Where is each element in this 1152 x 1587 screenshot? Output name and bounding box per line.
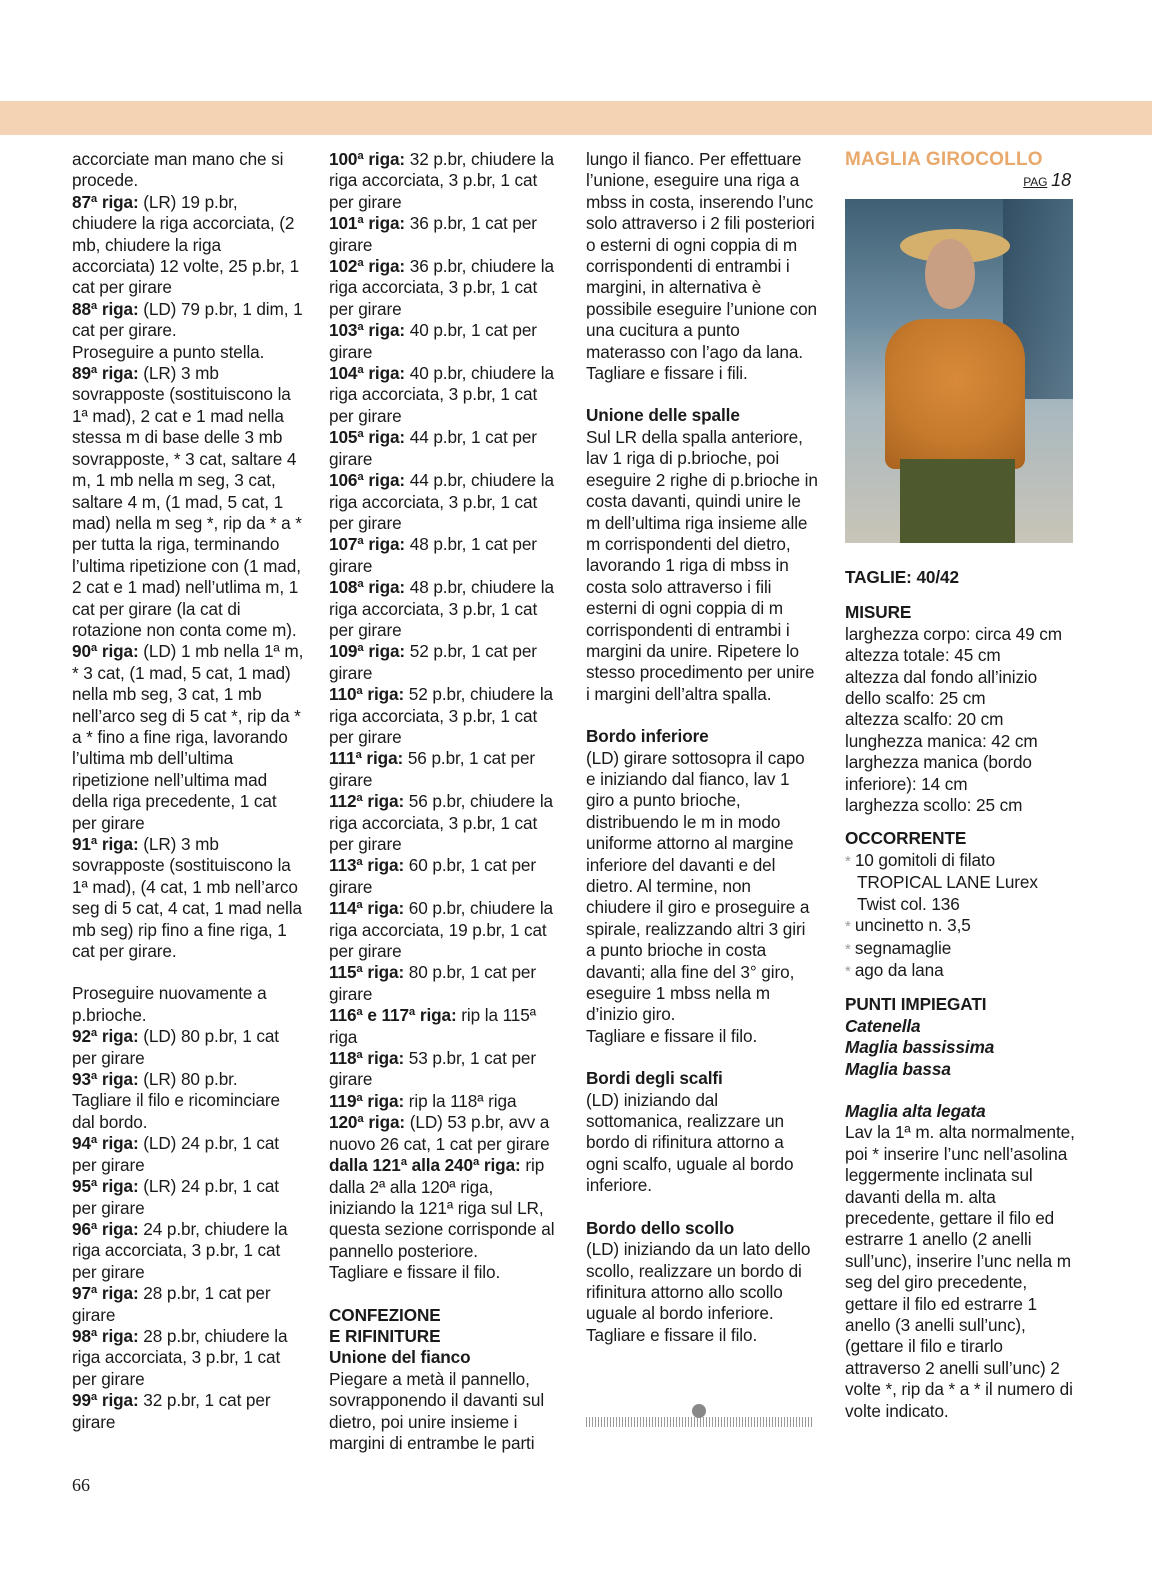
occorrente-item	[845, 850, 1075, 915]
row-text: 52 p.br, 1 cat per girare	[329, 641, 537, 683]
section-heading: Bordi degli scalfi	[586, 1068, 723, 1089]
instruction-paragraph	[72, 192, 304, 299]
instruction-paragraph	[329, 641, 561, 684]
misure-item	[845, 709, 1075, 730]
row-text: (LR) 19 p.br, chiudere la riga accorciata, (2 mb, chiudere la riga accorciata) 12 volte, 25 p.br, 1 cat per girare	[72, 191, 300, 298]
instruction-paragraph	[329, 791, 561, 855]
row-text: 24 p.br, chiudere la riga accorciata, 3 p.br, 1 cat per girare	[72, 1218, 288, 1282]
row-label: 115ª riga:	[329, 962, 405, 983]
instruction-paragraph	[329, 855, 561, 898]
column-1	[72, 149, 304, 1433]
misure-item-text: altezza scalfo: 20 cm	[845, 709, 1004, 730]
instruction-paragraph	[72, 1219, 304, 1283]
spacer	[72, 962, 304, 983]
punto-item	[845, 1059, 1075, 1080]
misure-title: MISURE	[845, 602, 912, 623]
section-heading: Unione delle spalle	[586, 405, 740, 426]
row-text: Tagliare e fissare i fili.	[586, 363, 748, 384]
maglia-alta-legata-text: Lav la 1ª m. alta normalmente, poi * inserire l’unc nell’asolina leggermente inclinata sul davanti della m. alta precedente, gettare il filo ed estrarre 1 anello (2 anelli sull’unc), inserire l’unc nella m seg del giro precedente, gettare il filo ed estrarre 1 anello (3 anelli sull’unc), (gettare il filo e tirarlo attraverso 2 anelli sull’unc) 2 volte *, rip da * a * il numero di volte indicato.	[845, 1122, 1075, 1421]
instruction-paragraph	[72, 1326, 304, 1390]
row-text: Tagliare e fissare il filo.	[586, 1025, 758, 1046]
row-label: 92ª riga:	[72, 1026, 139, 1047]
sidebar	[845, 149, 1075, 1422]
instruction-paragraph	[329, 577, 561, 641]
row-label: 99ª riga:	[72, 1390, 139, 1411]
section-heading: E RIFINITURE	[329, 1325, 441, 1346]
occorrente-item-text: uncinetto n. 3,5	[854, 915, 971, 936]
instruction-paragraph	[72, 1133, 304, 1176]
instruction-paragraph	[329, 470, 561, 534]
row-text: 28 p.br, chiudere la riga accorciata, 3 p.br, 1 cat per girare	[72, 1325, 288, 1389]
instruction-paragraph	[72, 342, 304, 363]
instruction-paragraph	[72, 1176, 304, 1219]
instruction-paragraph	[586, 1239, 818, 1325]
page-reference-number: 18	[1051, 170, 1071, 190]
occorrente-item	[845, 960, 1075, 982]
row-text: accorciate man mano che si procede.	[72, 149, 284, 191]
row-label: 110ª riga:	[329, 684, 405, 705]
row-text: 48 p.br, chiudere la riga accorciata, 3 p.br, 1 cat per girare	[329, 577, 554, 640]
punto-item-text: Maglia bassissima	[845, 1037, 995, 1058]
row-label: 118ª riga:	[329, 1048, 405, 1069]
instruction-paragraph	[586, 363, 818, 384]
header-band	[0, 101, 1152, 135]
row-label: 96ª riga:	[72, 1218, 139, 1239]
instruction-paragraph	[586, 427, 818, 705]
row-text: lungo il fianco. Per effettuare l’unione, eseguire una riga a mbss in costa, inserendo l’unc solo attraverso i 2 fili posteriori o esterni di ogni coppia di m corrispondenti di entrambi i margini, in alternativa è possibile eseguire l’unione con una cucitura a punto materasso con l’ago da lana.	[586, 149, 817, 362]
row-text: (LR) 24 p.br, 1 cat per girare	[72, 1176, 279, 1218]
page-reference-label: PAG	[1023, 175, 1048, 189]
row-text: 48 p.br, 1 cat per girare	[329, 534, 537, 576]
row-label: 95ª riga:	[72, 1176, 139, 1197]
section-heading: CONFEZIONE	[329, 1304, 441, 1325]
instruction-paragraph	[586, 748, 818, 1026]
instruction-paragraph	[329, 962, 561, 1005]
occorrente-item	[845, 915, 1075, 937]
misure-item-text: larghezza scollo: 25 cm	[845, 795, 1023, 816]
row-label: 87ª riga:	[72, 191, 139, 212]
bullet-asterisk: *	[845, 940, 855, 958]
instruction-paragraph	[329, 213, 561, 256]
row-label: 106ª riga:	[329, 470, 406, 491]
punto-item-text: Catenella	[845, 1015, 921, 1036]
row-label: 107ª riga:	[329, 534, 406, 555]
instruction-paragraph	[329, 1369, 561, 1455]
row-label: 90ª riga:	[72, 641, 139, 662]
row-text: 56 p.br, chiudere la riga accorciata, 3 p.br, 1 cat per girare	[329, 791, 553, 854]
row-label: 114ª riga:	[329, 898, 405, 919]
misure-item-text: lunghezza manica: 42 cm	[845, 730, 1038, 751]
instruction-paragraph	[72, 1069, 304, 1090]
row-text: 44 p.br, 1 cat per girare	[329, 427, 537, 469]
instruction-paragraph	[329, 427, 561, 470]
row-label: 102ª riga:	[329, 256, 406, 277]
page-number: 66	[72, 1475, 90, 1495]
misure-item-text: altezza dal fondo all’inizio dello scalfo: 25 cm	[845, 666, 1038, 709]
spacer	[586, 384, 818, 405]
instruction-paragraph	[329, 1112, 561, 1155]
row-text: 36 p.br, chiudere la riga accorciata, 3 p.br, 1 cat per girare	[329, 256, 554, 319]
maglia-alta-legata-title: Maglia alta legata	[845, 1100, 986, 1121]
spacer	[586, 1197, 818, 1218]
row-label: 103ª riga:	[329, 320, 406, 341]
row-label: 89ª riga:	[72, 363, 139, 384]
model-photo	[845, 199, 1073, 543]
row-text: (LR) 3 mb sovrapposte (sostituiscono la 1ª mad), (4 cat, 1 mb nell’arco seg di 5 cat, 4 cat, 1 mad nella mb seg) rip fino a fine riga, 1 cat per girare.	[72, 834, 302, 962]
row-text: 53 p.br, 1 cat per girare	[329, 1048, 536, 1090]
row-label: 91ª riga:	[72, 834, 139, 854]
instruction-paragraph	[329, 1155, 561, 1262]
instruction-paragraph	[72, 363, 304, 641]
row-text: (LD) girare sottosopra il capo e iniziando dal fianco, lav 1 giro a punto brioche, distribuendo le m in modo uniforme attorno al margine inferiore del davanti e del dietro. Al termine, non chiudere il giro e proseguire a spirale, realizzando altri 3 giri a punto brioche in costa davanti; alla fine del 3° giro, eseguire 1 mbss nella m d’inizio giro.	[586, 747, 810, 1025]
punto-item	[845, 1016, 1075, 1037]
row-label: 97ª riga:	[72, 1283, 139, 1304]
instruction-paragraph	[329, 1005, 561, 1048]
row-label: 109ª riga:	[329, 641, 406, 662]
instruction-paragraph	[72, 641, 304, 834]
row-label: 111ª riga:	[329, 748, 404, 769]
ruler-marker	[692, 1404, 706, 1418]
occorrente-item-text: segnamaglie	[854, 937, 952, 958]
misure-item	[845, 624, 1075, 645]
misure-item-text: altezza totale: 45 cm	[845, 645, 1001, 666]
row-text: (LD) 24 p.br, 1 cat per girare	[72, 1133, 279, 1175]
sizes-label: TAGLIE: 40/42	[845, 567, 959, 587]
bullet-asterisk: *	[845, 918, 855, 936]
misure-item	[845, 752, 1075, 795]
row-text: Proseguire nuovamente a p.brioche.	[72, 983, 267, 1025]
row-text: rip la 115ª riga	[329, 1005, 536, 1047]
bullet-asterisk: *	[845, 852, 855, 870]
row-label: 88ª riga:	[72, 298, 139, 319]
row-text: 80 p.br, 1 cat per girare	[329, 962, 536, 1004]
row-text: 60 p.br, chiudere la riga accorciata, 19 p.br, 1 cat per girare	[329, 898, 553, 962]
occorrente-list	[845, 850, 1075, 982]
instruction-paragraph	[329, 748, 561, 791]
occorrente-item	[845, 938, 1075, 960]
row-text: 40 p.br, chiudere la riga accorciata, 3 p.br, 1 cat per girare	[329, 363, 554, 426]
row-text: rip la 118ª riga	[404, 1090, 517, 1111]
row-label: 98ª riga:	[72, 1325, 139, 1346]
decorative-ruler	[586, 1417, 812, 1427]
instruction-paragraph	[72, 1283, 304, 1326]
misure-list	[845, 624, 1075, 817]
instruction-paragraph	[72, 299, 304, 342]
instruction-paragraph	[72, 1026, 304, 1069]
row-text: 52 p.br, chiudere la riga accorciata, 3 p.br, 1 cat per girare	[329, 684, 553, 747]
section-heading: Unione del fianco	[329, 1347, 471, 1368]
section-heading: Bordo dello scollo	[586, 1217, 735, 1238]
instruction-paragraph	[586, 1090, 818, 1197]
misure-item	[845, 645, 1075, 666]
row-label: 113ª riga:	[329, 855, 405, 876]
instruction-paragraph	[586, 1026, 818, 1047]
row-text: 44 p.br, chiudere la riga accorciata, 3 p.br, 1 cat per girare	[329, 470, 554, 533]
row-label: 120ª riga:	[329, 1112, 406, 1133]
row-text: 28 p.br, 1 cat per girare	[72, 1283, 271, 1325]
spacer	[586, 705, 818, 726]
instruction-paragraph	[586, 1325, 818, 1346]
sidebar-title: MAGLIA GIROCOLLO	[845, 149, 1043, 170]
row-text: (LD) 53 p.br, avv a nuovo 26 cat, 1 cat per girare	[329, 1112, 550, 1154]
instruction-paragraph	[329, 1048, 561, 1091]
instruction-paragraph	[329, 1091, 561, 1112]
misure-item-text: larghezza manica (bordo inferiore): 14 cm	[845, 752, 1032, 794]
occorrente-item-text: ago da lana	[854, 959, 944, 980]
row-text: 32 p.br, 1 cat per girare	[72, 1390, 271, 1432]
punto-item	[845, 1037, 1075, 1058]
bullet-asterisk: *	[845, 962, 855, 980]
row-text: 60 p.br, 1 cat per girare	[329, 855, 536, 897]
spacer	[586, 1047, 818, 1068]
instruction-paragraph	[72, 1390, 304, 1433]
row-text: (LD) iniziando da un lato dello scollo, realizzare un bordo di rifinitura attorno allo scollo uguale al bordo inferiore.	[586, 1239, 811, 1324]
misure-item	[845, 667, 1075, 710]
instruction-paragraph	[329, 149, 561, 213]
column-2	[329, 149, 561, 1454]
occorrente-title: OCCORRENTE	[845, 828, 967, 849]
row-text: 32 p.br, chiudere la riga accorciata, 3 p.br, 1 cat per girare	[329, 149, 554, 212]
instruction-paragraph	[72, 1090, 304, 1133]
instruction-paragraph	[329, 684, 561, 748]
section-heading: Bordo inferiore	[586, 726, 709, 747]
row-label: 112ª riga:	[329, 791, 405, 812]
row-text: Sul LR della spalla anteriore, lav 1 riga di p.brioche, poi eseguire 2 righe di p.brioche in costa davanti, quindi unire le m dell’ultima riga insieme alle m corrispondenti del dietro, lavorando 1 riga di mbss in costa solo attraverso i fili esterni di ogni coppia di m corrispondenti di entrambi i margini da unire. Ripetere lo stesso procedimento per unire i margini dell’altra spalla.	[586, 426, 818, 704]
instruction-paragraph	[72, 983, 304, 1026]
row-text: (LR) 3 mb sovrapposte (sostituiscono la 1ª mad), 2 cat e 1 mad nella stessa m di base delle 3 mb sovrapposte, * 3 cat, saltare 4 m, 1 mb nella m seg, 3 cat, saltare 4 m, (1 mad, 5 cat, 1 mad) nella m seg *, rip da * a * per tutta la riga, terminando l’ultima ripetizione con (1 mad, 2 cat e 1 mad) nell’utlima m, 1 cat per girare (la cat di rotazione non conta come m).	[72, 363, 302, 640]
instruction-paragraph	[329, 898, 561, 962]
row-label: 104ª riga:	[329, 363, 406, 384]
row-text: Piegare a metà il pannello, sovrapponendo il davanti sul dietro, poi unire insieme i margini di entrambe le parti	[329, 1368, 545, 1453]
row-text: (LD) 79 p.br, 1 dim, 1 cat per girare.	[72, 298, 303, 341]
row-label: 101ª riga:	[329, 213, 406, 234]
row-label: 119ª riga:	[329, 1090, 405, 1111]
row-text: rip dalla 2ª alla 120ª riga, iniziando la 121ª riga sul LR, questa sezione corrisponde al pannello posteriore.	[329, 1155, 555, 1261]
row-text: Tagliare e fissare il filo.	[586, 1324, 758, 1345]
row-label: 93ª riga:	[72, 1069, 139, 1090]
instruction-paragraph	[329, 1262, 561, 1283]
instruction-paragraph	[329, 363, 561, 427]
row-label: 108ª riga:	[329, 577, 406, 598]
row-text: (LR) 80 p.br.	[138, 1069, 238, 1090]
row-text: 40 p.br, 1 cat per girare	[329, 320, 537, 362]
row-label: 100ª riga:	[329, 149, 406, 169]
punti-title: PUNTI IMPIEGATI	[845, 994, 987, 1015]
column-3	[586, 149, 818, 1346]
row-label: 116ª e 117ª riga:	[329, 1005, 457, 1026]
spacer	[329, 1284, 561, 1305]
instruction-paragraph	[72, 834, 304, 962]
row-label: 94ª riga:	[72, 1133, 139, 1154]
row-text: Tagliare e fissare il filo.	[329, 1262, 501, 1283]
instruction-paragraph	[329, 534, 561, 577]
instruction-paragraph	[329, 256, 561, 320]
misure-item-text: larghezza corpo: circa 49 cm	[845, 623, 1062, 644]
row-text: 56 p.br, 1 cat per girare	[329, 748, 536, 790]
instruction-paragraph	[329, 320, 561, 363]
row-text: 36 p.br, 1 cat per girare	[329, 213, 537, 255]
row-text: (LD) iniziando dal sottomanica, realizzare un bordo di rifinitura attorno a ogni scalfo, uguale al bordo inferiore.	[586, 1089, 794, 1196]
row-label: dalla 121ª alla 240ª riga:	[329, 1155, 521, 1176]
row-text: (LD) 1 mb nella 1ª m, * 3 cat, (1 mad, 5 cat, 1 mad) nella mb seg, 3 cat, 1 mb nell’arco seg di 5 cat *, rip da * a * fino a fine riga, lavorando l’ultima mb dell’ultima ripetizione nell’ultima mad della riga precedente, 1 cat per girare	[72, 641, 304, 833]
instruction-paragraph	[72, 149, 304, 192]
row-text: Proseguire a punto stella.	[72, 341, 265, 362]
instruction-paragraph	[586, 149, 818, 363]
row-text: Tagliare il filo e ricominciare dal bordo.	[72, 1090, 280, 1132]
page-reference[interactable]	[845, 171, 1071, 191]
misure-item	[845, 795, 1075, 816]
row-label: 105ª riga:	[329, 427, 406, 448]
row-text: (LD) 80 p.br, 1 cat per girare	[72, 1026, 279, 1068]
punti-list	[845, 1016, 1075, 1080]
misure-item	[845, 731, 1075, 752]
occorrente-item-text: 10 gomitoli di filato TROPICAL LANE Lurex Twist col. 136	[854, 849, 1038, 914]
punto-item-text: Maglia bassa	[845, 1058, 951, 1079]
